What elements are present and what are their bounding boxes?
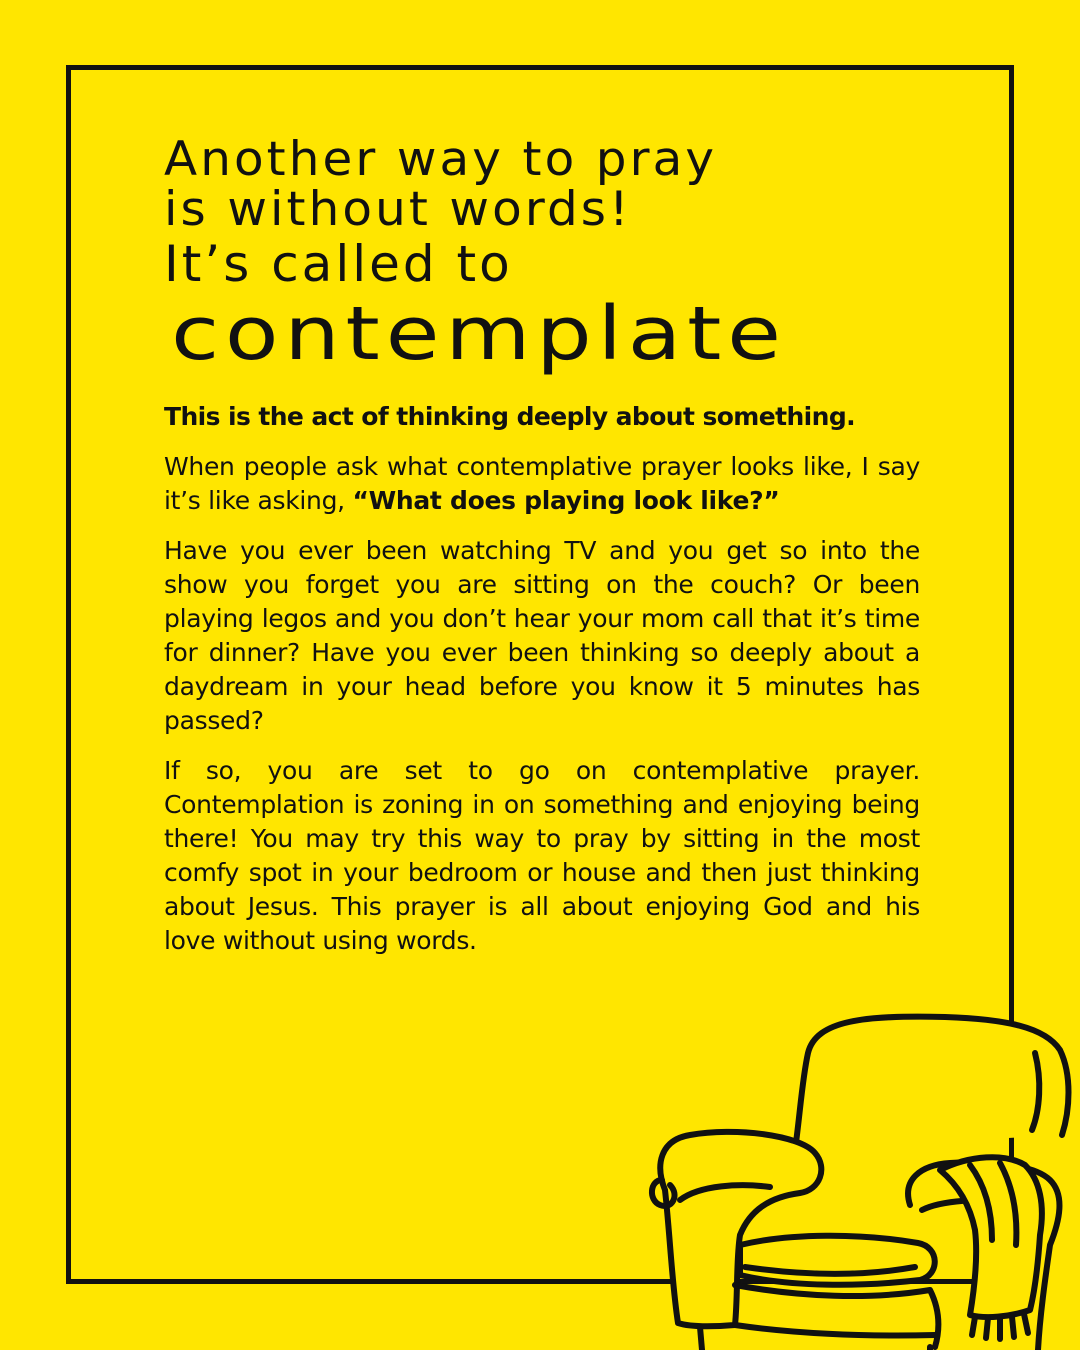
- lead-sentence: This is the act of thinking deeply about something.: [164, 402, 856, 431]
- heading-emphasis-word: contemplate: [171, 291, 787, 377]
- main-content: [164, 132, 920, 958]
- paragraph-3: If so, you are set to go on contemplative prayer. Contemplation is zoning in on something and enjoying being there! You may try this way to pray by sitting in the most comfy spot in your bedroom or house and then just thinking about Jesus. This prayer is all about enjoying God and his love without using words.: [164, 755, 920, 955]
- paragraph-1-text: When people ask what contemplative prayer looks like, I say it’s like asking,: [164, 451, 920, 515]
- paragraph-1: [164, 450, 920, 518]
- page-heading: [164, 132, 920, 377]
- heading-line-2: is without words!: [164, 182, 632, 237]
- paragraph-2: Have you ever been watching TV and you get so into the show you forget you are sitting on the couch? Or been playing legos and you don’t hear your mom call that it’s time for dinner? Have you ever been thinking so deeply about a daydream in your head before you know it 5 minutes has passed?: [164, 535, 920, 735]
- paragraph-1-bold-quote: “What does playing look like?”: [352, 485, 780, 515]
- heading-line-1: Another way to pray: [164, 132, 718, 187]
- heading-line-3: It’s called to: [164, 235, 513, 293]
- armchair-with-blanket-icon: [640, 1005, 1080, 1350]
